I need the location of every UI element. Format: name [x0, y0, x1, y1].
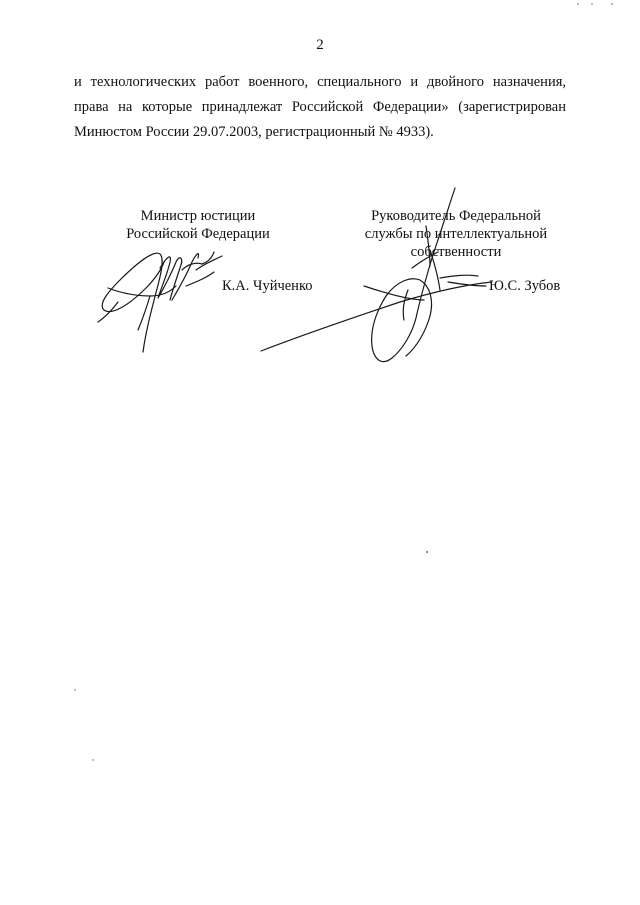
body-line: и технологических работ военного, специального и двойного назначения, [74, 74, 566, 90]
body-paragraph [74, 70, 566, 145]
left-signatory-name: К.А. Чуйченко [222, 278, 313, 294]
right-title-line: Руководитель Федеральной [371, 208, 541, 224]
body-line: Минюстом России 29.07.2003, регистрационный № 4933). [74, 124, 434, 140]
right-title-line: собственности [410, 244, 502, 260]
right-title-line: службы по интеллектуальной [364, 226, 548, 242]
left-title-line: Министр юстиции [140, 208, 256, 224]
right-signatory-title [352, 207, 560, 261]
left-signatory-title [98, 207, 298, 243]
right-signatory-name: Ю.С. Зубов [489, 278, 561, 294]
body-line: права на которые принадлежат Российской Федерации» (зарегистрирован [74, 99, 566, 115]
page-number: 2 [316, 37, 324, 53]
left-title-line: Российской Федерации [126, 226, 270, 242]
